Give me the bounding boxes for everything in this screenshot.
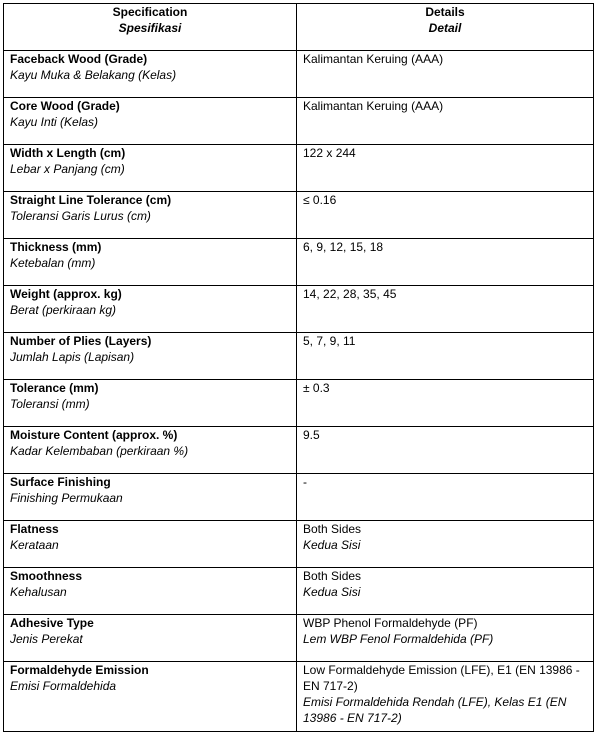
- table-row: [4, 615, 594, 662]
- detail-value: 9.5: [303, 428, 320, 442]
- spec-name-en: Adhesive Type: [10, 616, 94, 630]
- specification-table: [3, 3, 594, 732]
- detail-cell: [297, 615, 594, 662]
- detail-cell: [297, 380, 594, 427]
- header-specification: [4, 4, 297, 51]
- detail-cell: [297, 333, 594, 380]
- detail-value: 5, 7, 9, 11: [303, 334, 356, 348]
- spec-name-id: Toleransi (mm): [10, 397, 90, 411]
- spec-name-en: Thickness (mm): [10, 240, 102, 254]
- detail-value-id: Kedua Sisi: [303, 538, 361, 552]
- table-row: [4, 145, 594, 192]
- spec-name-id: Kerataan: [10, 538, 59, 552]
- detail-value-id: Kedua Sisi: [303, 585, 361, 599]
- detail-cell: [297, 145, 594, 192]
- spec-name-id: Emisi Formaldehida: [10, 679, 117, 693]
- detail-value: Low Formaldehyde Emission (LFE), E1 (EN 13986 - EN 717-2): [303, 663, 580, 693]
- detail-cell: [297, 239, 594, 286]
- spec-name-id: Berat (perkiraan kg): [10, 303, 117, 317]
- spec-name-id: Kayu Muka & Belakang (Kelas): [10, 68, 177, 82]
- spec-name-id: Kehalusan: [10, 585, 67, 599]
- detail-value: -: [303, 475, 307, 489]
- detail-cell: [297, 98, 594, 145]
- spec-name-en: Width x Length (cm): [10, 146, 126, 160]
- spec-name-en: Smoothness: [10, 569, 83, 583]
- spec-cell: [4, 615, 297, 662]
- spec-name-id: Ketebalan (mm): [10, 256, 96, 270]
- detail-value: Both Sides: [303, 569, 362, 583]
- spec-name-id: Jumlah Lapis (Lapisan): [10, 350, 135, 364]
- table-row: [4, 192, 594, 239]
- spec-name-en: Moisture Content (approx. %): [10, 428, 178, 442]
- detail-cell: [297, 286, 594, 333]
- spec-name-en: Tolerance (mm): [10, 381, 99, 395]
- spec-cell: [4, 427, 297, 474]
- table-row: [4, 98, 594, 145]
- spec-cell: [4, 568, 297, 615]
- detail-value: WBP Phenol Formaldehyde (PF): [303, 616, 478, 630]
- spec-name-en: Number of Plies (Layers): [10, 334, 152, 348]
- spec-cell: [4, 474, 297, 521]
- spec-name-id: Jenis Perekat: [10, 632, 83, 646]
- spec-name-en: Formaldehyde Emission: [10, 663, 149, 677]
- header-row: [4, 4, 594, 51]
- table-row: [4, 474, 594, 521]
- table-row: [4, 286, 594, 333]
- spec-name-id: Kadar Kelembaban (perkiraan %): [10, 444, 189, 458]
- spec-name-en: Weight (approx. kg): [10, 287, 122, 301]
- detail-cell: [297, 427, 594, 474]
- spec-cell: [4, 286, 297, 333]
- table-row: [4, 333, 594, 380]
- table-row: [4, 568, 594, 615]
- detail-cell: [297, 474, 594, 521]
- detail-cell: [297, 568, 594, 615]
- header-spec-id: Spesifikasi: [118, 21, 182, 35]
- detail-value: ± 0.3: [303, 381, 330, 395]
- spec-name-en: Straight Line Tolerance (cm): [10, 193, 172, 207]
- header-detail-en: Details: [425, 5, 465, 19]
- detail-value-id: Lem WBP Fenol Formaldehida (PF): [303, 632, 494, 646]
- spec-name-id: Finishing Permukaan: [10, 491, 123, 505]
- table-body: [4, 51, 594, 732]
- detail-cell: [297, 51, 594, 98]
- detail-value: 14, 22, 28, 35, 45: [303, 287, 397, 301]
- detail-value: Kalimantan Keruing (AAA): [303, 99, 444, 113]
- spec-cell: [4, 521, 297, 568]
- detail-value: Kalimantan Keruing (AAA): [303, 52, 444, 66]
- table-row: [4, 521, 594, 568]
- table-row: [4, 380, 594, 427]
- spec-cell: [4, 98, 297, 145]
- spec-name-id: Lebar x Panjang (cm): [10, 162, 125, 176]
- spec-cell: [4, 192, 297, 239]
- spec-name-en: Faceback Wood (Grade): [10, 52, 148, 66]
- header-spec-en: Specification: [112, 5, 188, 19]
- detail-value: 122 x 244: [303, 146, 356, 160]
- spec-name-id: Kayu Inti (Kelas): [10, 115, 99, 129]
- table-row: [4, 427, 594, 474]
- table-row: [4, 239, 594, 286]
- spec-name-en: Surface Finishing: [10, 475, 111, 489]
- spec-cell: [4, 333, 297, 380]
- spec-cell: [4, 662, 297, 732]
- table-row: [4, 51, 594, 98]
- detail-cell: [297, 192, 594, 239]
- detail-value: Both Sides: [303, 522, 362, 536]
- spec-cell: [4, 380, 297, 427]
- detail-value-id: Emisi Formaldehida Rendah (LFE), Kelas E1 (EN 13986 - EN 717-2): [303, 695, 567, 725]
- detail-cell: [297, 521, 594, 568]
- spec-name-id: Toleransi Garis Lurus (cm): [10, 209, 151, 223]
- table-row: [4, 662, 594, 732]
- header-details: [297, 4, 594, 51]
- header-detail-id: Detail: [428, 21, 462, 35]
- spec-cell: [4, 239, 297, 286]
- detail-value: 6, 9, 12, 15, 18: [303, 240, 384, 254]
- spec-name-en: Flatness: [10, 522, 59, 536]
- spec-cell: [4, 145, 297, 192]
- detail-cell: [297, 662, 594, 732]
- spec-name-en: Core Wood (Grade): [10, 99, 120, 113]
- detail-value: ≤ 0.16: [303, 193, 337, 207]
- spec-cell: [4, 51, 297, 98]
